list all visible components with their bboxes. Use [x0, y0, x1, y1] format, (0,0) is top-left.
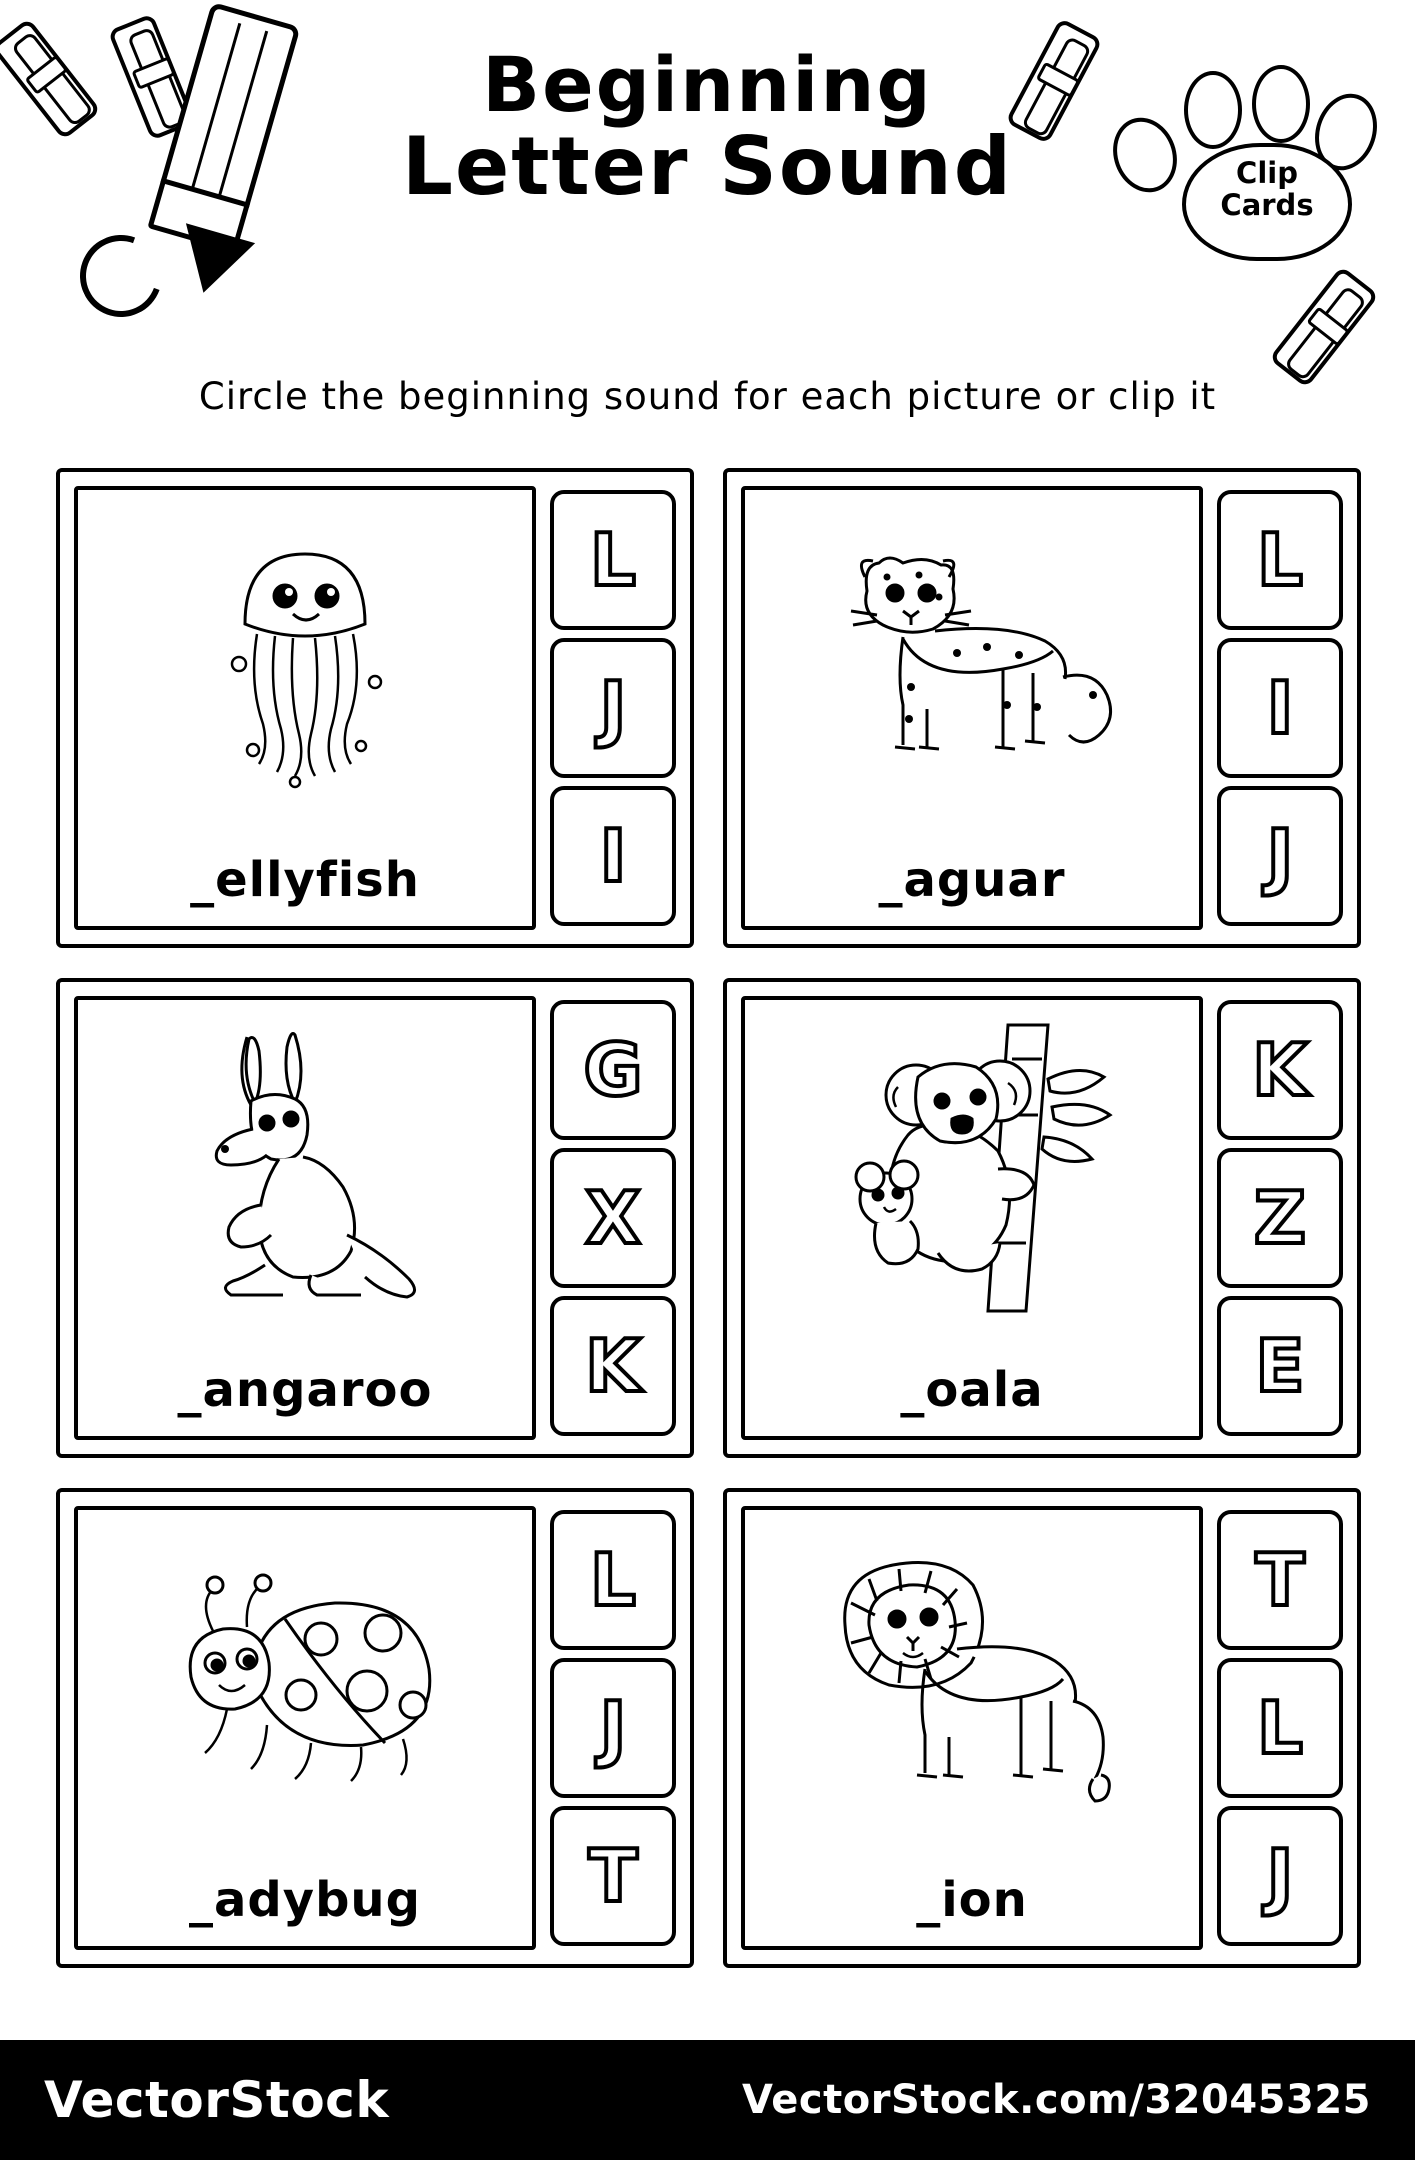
letter-glyph: K	[585, 1324, 641, 1408]
word-label: _oala	[900, 1362, 1044, 1418]
clip-cards-line1: Clip	[1236, 156, 1298, 190]
letter-glyph: J	[1266, 1834, 1294, 1918]
pencil-swirl-icon	[67, 222, 176, 331]
word-label: _angaroo	[177, 1362, 433, 1418]
letter-glyph: L	[1257, 1686, 1303, 1770]
title-line-1: Beginning	[482, 40, 933, 129]
clip-card-grid	[56, 468, 1361, 1968]
letter-option[interactable]	[550, 1658, 676, 1798]
letter-choices	[550, 486, 676, 930]
letter-option[interactable]	[550, 1510, 676, 1650]
letter-option[interactable]	[1217, 1658, 1343, 1798]
letter-glyph: L	[590, 518, 636, 602]
jaguar-illustration	[745, 504, 1199, 814]
word-label: _aguar	[878, 852, 1066, 908]
clip-card-ladybug	[56, 1488, 694, 1968]
letter-option[interactable]	[550, 1296, 676, 1436]
letter-choices	[1217, 996, 1343, 1440]
letter-choices	[1217, 1506, 1343, 1950]
worksheet-header	[0, 0, 1415, 418]
letter-glyph: L	[1257, 518, 1303, 602]
letter-option[interactable]	[1217, 1000, 1343, 1140]
letter-option[interactable]	[550, 786, 676, 926]
clip-card-jellyfish	[56, 468, 694, 948]
letter-option[interactable]	[1217, 490, 1343, 630]
word-label: _adybug	[189, 1872, 421, 1928]
clip-card-koala	[723, 978, 1361, 1458]
letter-option[interactable]	[1217, 1806, 1343, 1946]
picture-panel	[74, 486, 536, 930]
brand-url: VectorStock.com/32045325	[742, 2077, 1371, 2123]
ladybug-illustration	[78, 1524, 532, 1834]
letter-glyph: T	[588, 1834, 638, 1918]
letter-glyph: J	[599, 666, 627, 750]
letter-option[interactable]	[550, 1000, 676, 1140]
letter-choices	[550, 1506, 676, 1950]
letter-option[interactable]	[1217, 638, 1343, 778]
letter-glyph: T	[1255, 1538, 1305, 1622]
letter-choices	[550, 996, 676, 1440]
letter-glyph: X	[585, 1176, 641, 1260]
letter-option[interactable]	[1217, 1296, 1343, 1436]
letter-option[interactable]	[550, 1806, 676, 1946]
letter-option[interactable]	[550, 490, 676, 630]
word-label: _ion	[916, 1872, 1028, 1928]
brand-name: VectorStock	[44, 2071, 390, 2129]
letter-glyph: L	[590, 1538, 636, 1622]
kangaroo-illustration	[78, 1014, 532, 1324]
clip-card-kangaroo	[56, 978, 694, 1458]
picture-panel	[741, 996, 1203, 1440]
picture-panel	[74, 996, 536, 1440]
pencil-tip-icon	[169, 223, 255, 302]
jellyfish-illustration	[78, 504, 532, 814]
word-label: _ellyfish	[190, 852, 420, 908]
picture-panel	[74, 1506, 536, 1950]
instructions-text: Circle the beginning sound for each picture or clip it	[198, 375, 1217, 418]
letter-glyph: G	[583, 1028, 643, 1112]
letter-glyph: J	[1266, 814, 1294, 898]
letter-option[interactable]	[1217, 786, 1343, 926]
clip-card-lion	[723, 1488, 1361, 1968]
letter-glyph: J	[599, 1686, 627, 1770]
footer-bar	[0, 2040, 1415, 2160]
letter-option[interactable]	[1217, 1510, 1343, 1650]
clip-cards-line2: Cards	[1220, 188, 1314, 223]
picture-panel	[741, 486, 1203, 930]
letter-glyph: E	[1255, 1324, 1305, 1408]
picture-panel	[741, 1506, 1203, 1950]
letter-option[interactable]	[550, 1148, 676, 1288]
koala-illustration	[745, 1014, 1199, 1324]
clip-card-jaguar	[723, 468, 1361, 948]
letter-glyph: K	[1252, 1028, 1308, 1112]
letter-glyph: I	[1266, 666, 1294, 750]
letter-glyph: Z	[1253, 1176, 1307, 1260]
page-title	[0, 40, 1415, 214]
title-line-2: Letter Sound	[401, 120, 1014, 214]
letter-choices	[1217, 486, 1343, 930]
clothespin-icon	[1269, 266, 1379, 389]
letter-option[interactable]	[550, 638, 676, 778]
letter-glyph: I	[599, 814, 627, 898]
letter-option[interactable]	[1217, 1148, 1343, 1288]
lion-illustration	[745, 1524, 1199, 1834]
